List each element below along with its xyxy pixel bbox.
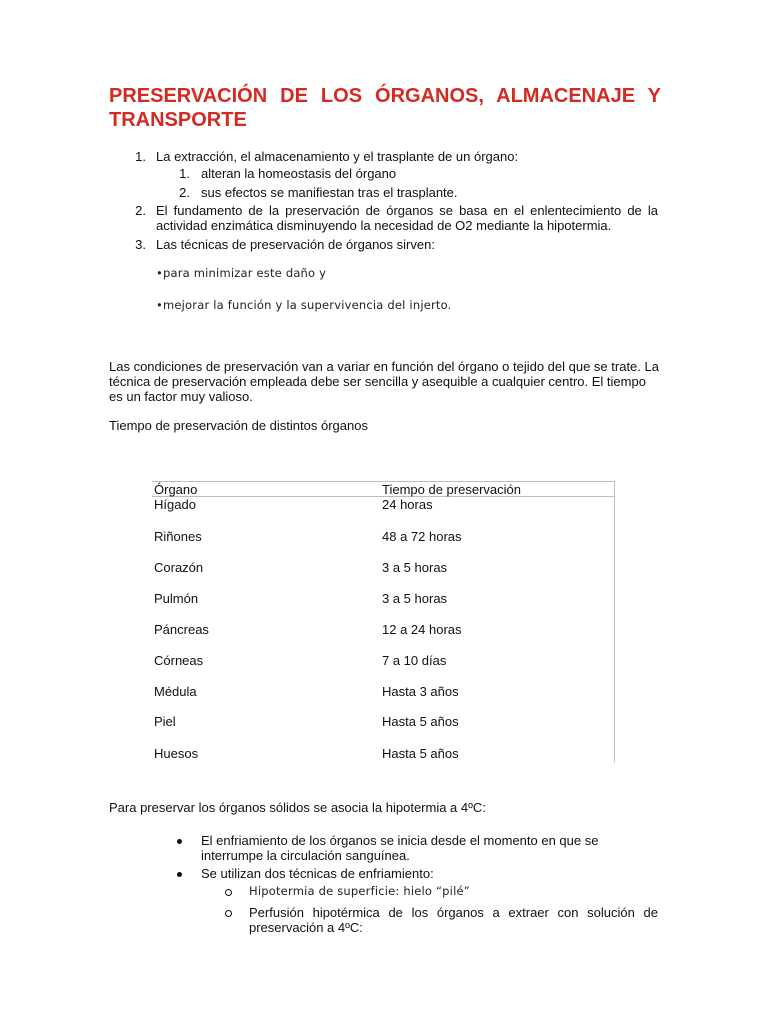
table-row-organ: Córneas [154, 653, 204, 668]
table-row-organ: Corazón [154, 560, 204, 575]
table-row-time: Hasta 5 años [382, 714, 459, 729]
table-row-time: 48 a 72 horas [382, 529, 462, 544]
table-row-time: Hasta 3 años [382, 684, 459, 699]
table-header-time: Tiempo de preservación [382, 482, 521, 497]
bullet-marker [177, 872, 182, 877]
table-row-time: 7 a 10 días [382, 653, 447, 668]
table-row-organ: Hígado [154, 497, 196, 512]
list-number-3: 3. [135, 237, 146, 252]
page-title: PRESERVACIÓN DE LOS ÓRGANOS, ALMACENAJE Y TRANSPORTE [109, 85, 661, 131]
table-row-time: Hasta 5 años [382, 746, 459, 761]
paragraph-hypothermia: Para preservar los órganos sólidos se asocia la hipotermia a 4ºC: [109, 800, 486, 815]
list-item-1-text: La extracción, el almacenamiento y el trasplante de un órgano: [156, 149, 519, 164]
sublist-item-2-text: sus efectos se manifiestan tras el trasplante. [201, 185, 458, 200]
table-row-time: 3 a 5 horas [382, 591, 448, 606]
sub-bullet-marker [225, 910, 232, 917]
bullet-item-2: Se utilizan dos técnicas de enfriamiento: [201, 866, 434, 881]
list-number-2: 2. [135, 203, 146, 218]
table-row-organ: Piel [154, 714, 176, 729]
paragraph-conditions: Las condiciones de preservación van a variar en función del órgano o tejido del que se trate. La técnica de preservación empleada debe ser sencilla y asequible a cualquier centro. El tiempo es un factor muy valioso. [109, 359, 659, 404]
table-row-time: 3 a 5 horas [382, 560, 448, 575]
bullet-marker [177, 839, 182, 844]
bullet-item-1: El enfriamiento de los órganos se inicia desde el momento en que se interrumpe la circulación sanguínea. [201, 833, 599, 863]
table-row-organ: Huesos [154, 746, 199, 761]
sublist-number-1: 1. [179, 166, 190, 181]
list-item-3-point-2: •mejorar la función y la supervivencia del injerto. [156, 298, 452, 312]
table-caption: Tiempo de preservación de distintos órganos [109, 418, 368, 433]
table-row-time: 12 a 24 horas [382, 622, 462, 637]
list-item-2-text: El fundamento de la preservación de órganos se basa en el enlentecimiento de la actividad enzimática disminuyendo la necesidad de O2 mediante la hipotermia. [156, 203, 658, 233]
table-row-organ: Riñones [154, 529, 202, 544]
sublist-number-2: 2. [179, 185, 190, 200]
sublist-item-1-text: alteran la homeostasis del órgano [201, 166, 397, 181]
sub-bullet-item-1: Hipotermia de superficie: hielo “pilé” [249, 884, 470, 898]
sub-bullet-item-2: Perfusión hipotérmica de los órganos a extraer con solución de preservación a 4ºC: [249, 905, 658, 935]
table-row-organ: Páncreas [154, 622, 209, 637]
table-row-time: 24 horas [382, 497, 433, 512]
list-item-3-text: Las técnicas de preservación de órganos sirven: [156, 237, 435, 252]
table-header-organ: Órgano [154, 482, 198, 497]
list-item-3-point-1: •para minimizar este daño y [156, 266, 327, 280]
list-number-1: 1. [135, 149, 146, 164]
table-row-organ: Médula [154, 684, 197, 699]
table-row-organ: Pulmón [154, 591, 199, 606]
sub-bullet-marker [225, 889, 232, 896]
